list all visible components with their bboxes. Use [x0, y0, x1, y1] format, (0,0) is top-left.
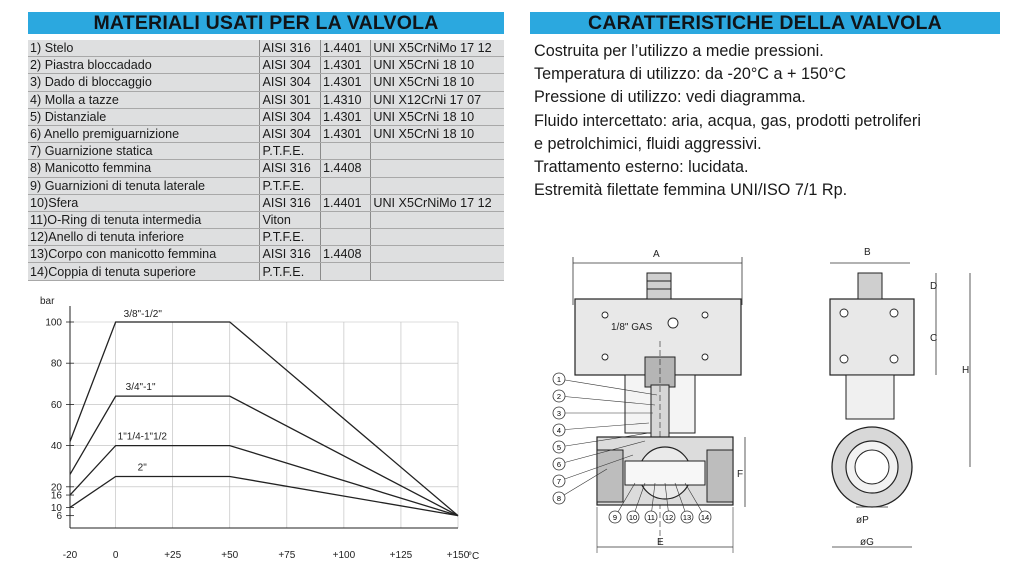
materials-table — [28, 40, 504, 281]
x-tick-label: +100 — [332, 550, 356, 561]
y-tick-label: 16 — [50, 490, 62, 502]
material-row — [28, 74, 504, 91]
material-uni — [371, 177, 504, 194]
dim-d-label: D — [930, 281, 938, 292]
x-tick-label: -20 — [62, 550, 78, 561]
material-std: AISI 316 — [260, 160, 321, 177]
material-part: 10)Sfera — [28, 194, 260, 211]
material-part: 9) Guarnizioni di tenuta laterale — [28, 177, 260, 194]
material-row — [28, 143, 504, 160]
x-tick-label: +125 — [389, 550, 413, 561]
pressure-temperature-chart — [30, 288, 500, 563]
material-std: P.T.F.E. — [260, 229, 321, 246]
material-num — [320, 263, 370, 280]
x-tick-label: +150 — [446, 550, 470, 561]
material-std: Viton — [260, 211, 321, 228]
callout-number: 9 — [612, 513, 618, 522]
material-uni: UNI X5CrNi 18 10 — [371, 57, 504, 74]
material-std: AISI 304 — [260, 74, 321, 91]
characteristic-line: Fluido intercettato: aria, acqua, gas, prodotti petroliferi — [534, 111, 921, 130]
materials-title: MATERIALI USATI PER LA VALVOLA — [28, 12, 504, 34]
callout-number: 14 — [700, 513, 710, 522]
material-uni: UNI X5CrNi 18 10 — [371, 74, 504, 91]
material-uni: UNI X5CrNi 18 10 — [371, 108, 504, 125]
material-part: 4) Molla a tazze — [28, 91, 260, 108]
dim-b-label: B — [864, 247, 871, 258]
callout-number: 10 — [628, 513, 638, 522]
dim-e-label: E — [657, 537, 664, 548]
x-tick-label: 0 — [112, 550, 119, 561]
material-row — [28, 263, 504, 280]
y-tick-label: 40 — [50, 441, 62, 453]
y-tick-label: 100 — [45, 317, 62, 329]
material-num: 1.4301 — [320, 57, 370, 74]
material-row — [28, 246, 504, 263]
material-row — [28, 160, 504, 177]
material-std: AISI 316 — [260, 40, 321, 57]
series-line — [70, 477, 458, 516]
y-axis-label: bar — [40, 296, 55, 307]
material-num — [320, 177, 370, 194]
dim-p-label: øP — [856, 515, 869, 526]
callout-number: 12 — [664, 513, 674, 522]
material-row — [28, 177, 504, 194]
material-std: P.T.F.E. — [260, 263, 321, 280]
material-std: AISI 304 — [260, 57, 321, 74]
material-row — [28, 40, 504, 57]
series-label: 3/8"-1/2" — [123, 309, 162, 320]
material-uni — [371, 143, 504, 160]
material-uni — [371, 263, 504, 280]
callout-number: 5 — [556, 443, 562, 452]
material-std: AISI 304 — [260, 108, 321, 125]
material-row — [28, 211, 504, 228]
callout-number: 2 — [556, 392, 562, 401]
characteristics-title: CARATTERISTICHE DELLA VALVOLA — [530, 12, 1000, 34]
y-tick-label: 20 — [50, 482, 62, 494]
material-row — [28, 91, 504, 108]
dim-g-label: øG — [860, 537, 874, 548]
material-uni: UNI X12CrNi 17 07 — [371, 91, 504, 108]
series-label: 2" — [137, 462, 147, 474]
material-part: 5) Distanziale — [28, 108, 260, 125]
material-num: 1.4301 — [320, 108, 370, 125]
material-part: 13)Corpo con manicotto femmina — [28, 246, 260, 263]
material-row — [28, 125, 504, 142]
material-part: 11)O-Ring di tenuta intermedia — [28, 211, 260, 228]
material-num — [320, 211, 370, 228]
characteristics-text — [534, 40, 1004, 202]
material-num: 1.4310 — [320, 91, 370, 108]
y-tick-label: 10 — [50, 502, 62, 514]
material-num: 1.4408 — [320, 160, 370, 177]
dim-f-label: F — [737, 469, 744, 480]
material-uni: UNI X5CrNi 18 10 — [371, 125, 504, 142]
material-row — [28, 57, 504, 74]
x-tick-label: +50 — [221, 550, 239, 561]
x-axis-unit: °C — [468, 551, 480, 562]
callout-number: 7 — [556, 477, 562, 486]
characteristic-line: Estremità filettate femmina UNI/ISO 7/1 Rp. — [534, 181, 848, 200]
characteristic-line: Pressione di utilizzo: vedi diagramma. — [534, 88, 806, 107]
material-part: 7) Guarnizione statica — [28, 143, 260, 160]
x-tick-label: +75 — [278, 550, 296, 561]
callout-number: 4 — [556, 426, 562, 435]
x-tick-label: +25 — [164, 550, 182, 561]
material-std: AISI 304 — [260, 125, 321, 142]
y-tick-label: 80 — [50, 358, 62, 370]
material-std: AISI 316 — [260, 246, 321, 263]
callout-number: 13 — [682, 513, 692, 522]
dim-c-label: C — [930, 333, 938, 344]
material-part: 3) Dado di bloccaggio — [28, 74, 260, 91]
material-part: 2) Piastra bloccadado — [28, 57, 260, 74]
material-uni — [371, 246, 504, 263]
material-part: 1) Stelo — [28, 40, 260, 57]
material-std: AISI 316 — [260, 194, 321, 211]
characteristic-line: Trattamento esterno: lucidata. — [534, 158, 749, 177]
material-part: 14)Coppia di tenuta superiore — [28, 263, 260, 280]
y-tick-label: 60 — [50, 399, 62, 411]
material-uni: UNI X5CrNiMo 17 12 — [371, 40, 504, 57]
material-num: 1.4301 — [320, 125, 370, 142]
material-uni — [371, 229, 504, 246]
material-std: P.T.F.E. — [260, 177, 321, 194]
material-num — [320, 229, 370, 246]
material-std: AISI 301 — [260, 91, 321, 108]
characteristic-line: Costruita per l’utilizzo a medie pressioni. — [534, 42, 824, 60]
callout-number: 6 — [556, 460, 562, 469]
series-label: 3/4"-1" — [125, 382, 156, 394]
callout-number: 8 — [556, 494, 562, 503]
valve-side-drawing — [820, 245, 985, 560]
dim-h-label: H — [962, 365, 970, 376]
material-num: 1.4401 — [320, 40, 370, 57]
series-label: 1"1/4-1"1/2 — [117, 431, 168, 443]
dim-a-label: A — [653, 249, 660, 260]
gas-port-label: 1/8" GAS — [611, 322, 653, 333]
material-num: 1.4408 — [320, 246, 370, 263]
material-std: P.T.F.E. — [260, 143, 321, 160]
material-num — [320, 143, 370, 160]
material-row — [28, 194, 504, 211]
valve-section-drawing — [545, 245, 785, 560]
callout-number: 3 — [556, 409, 562, 418]
callout-number: 11 — [647, 513, 655, 522]
material-uni — [371, 160, 504, 177]
material-part: 6) Anello premiguarnizione — [28, 125, 260, 142]
material-row — [28, 108, 504, 125]
material-part: 8) Manicotto femmina — [28, 160, 260, 177]
y-tick-label: 6 — [56, 511, 62, 523]
material-uni — [371, 211, 504, 228]
material-num: 1.4301 — [320, 74, 370, 91]
characteristic-line: e petrolchimici, fluidi aggressivi. — [534, 134, 762, 153]
callout-number: 1 — [556, 375, 562, 384]
material-part: 12)Anello di tenuta inferiore — [28, 229, 260, 246]
material-row — [28, 229, 504, 246]
characteristic-line: Temperatura di utilizzo: da -20°C a + 150°C — [534, 65, 847, 84]
material-uni: UNI X5CrNiMo 17 12 — [371, 194, 504, 211]
material-num: 1.4401 — [320, 194, 370, 211]
